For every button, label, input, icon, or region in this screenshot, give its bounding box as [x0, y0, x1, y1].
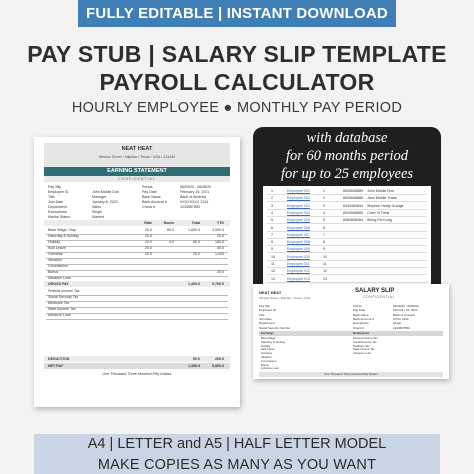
employee-name: Chee Vi Triels	[367, 210, 390, 215]
slip-earning-label: Base Wage	[261, 336, 276, 340]
employee-id-link[interactable]: Employee 004	[287, 210, 310, 215]
deduction-total: 50.0	[193, 356, 200, 361]
confidential-label: CONFIDENTIAL	[44, 176, 230, 182]
employee-code: 12	[323, 269, 327, 274]
salary-slip-document	[253, 284, 449, 379]
employee-phone: 8545848888	[343, 196, 363, 201]
employee-id-link[interactable]: Employee 008	[287, 240, 310, 245]
earning-label: Holiday	[48, 240, 60, 244]
info-right-label: Check #	[142, 205, 156, 209]
info-left-label: Title	[48, 195, 55, 199]
info-left-value: Married	[92, 215, 105, 219]
info-left-value: Manager	[92, 195, 107, 199]
slip-left-label: Employee ID	[259, 308, 277, 313]
earning-value: 20.0	[217, 234, 224, 238]
employee-number: 3	[271, 203, 273, 208]
tablet-device	[253, 127, 441, 294]
tablet-line-3: for up to 25 employees	[280, 166, 414, 182]
title-line-1: PAY STUB | SALARY SLIP TEMPLATE	[27, 41, 447, 67]
salary-slip-title: SALARY SLIP	[355, 288, 395, 294]
slip-company: NEAT HEAT	[259, 290, 282, 295]
employee-code: 7	[323, 232, 325, 237]
bottom-line-1: A4 | LETTER and A5 | HALF LETTER MODEL	[87, 436, 387, 452]
employee-id-link[interactable]: Employee 011	[287, 262, 310, 266]
earning-statement-bar: EARNING STATEMENT	[44, 167, 230, 176]
earning-label: Advance Loan	[48, 276, 71, 280]
slip-earning-label: Holiday	[261, 343, 271, 348]
earning-label: Commission	[48, 264, 68, 268]
employee-row	[267, 246, 427, 253]
slip-right-value: February 15, 2021	[393, 308, 418, 313]
deduction-label: Advance Loan	[48, 313, 71, 317]
employee-id-link[interactable]: Employee 001	[287, 189, 310, 193]
info-left-value: Sales	[92, 205, 101, 209]
employee-number: 8	[271, 240, 273, 245]
employee-phone: 8444484844	[343, 203, 363, 208]
employee-id-link[interactable]: Employee 012	[287, 269, 310, 274]
earning-label: Saturday & Sunday	[48, 234, 79, 238]
slip-right-value: XXXX 1234	[393, 316, 409, 321]
info-right-label: Period	[142, 185, 153, 189]
info-right-value: 1234567890	[180, 205, 200, 209]
slip-earning-label: Commission	[261, 358, 277, 363]
info-right-label: Bank Account #	[142, 200, 167, 204]
earning-value: 20.0	[145, 234, 152, 238]
earnings-col-header: YTD	[216, 221, 224, 225]
earning-value: 20.0	[193, 252, 200, 256]
info-right-value: XXXXXXXX 1234	[180, 200, 209, 204]
earning-value: 20.0	[217, 270, 224, 274]
employee-id-link[interactable]: Employee 010	[287, 254, 310, 259]
bottom-line-2: MAKE COPIES AS MANY AS YOU WANT	[97, 457, 377, 473]
employee-number: 2	[271, 196, 273, 201]
gross-pay-ytd: 5,700.0	[212, 281, 224, 286]
employee-row	[267, 254, 427, 261]
info-left-label: Exemptions	[48, 210, 67, 214]
info-left-label: Join Date	[48, 200, 64, 204]
employee-code: 5	[323, 218, 325, 223]
employee-number: 7	[271, 232, 273, 237]
employee-name: Jane Middle Travis	[367, 196, 397, 201]
slip-right-label: Bank Name	[353, 312, 369, 317]
employee-id-link[interactable]: Employee 013	[287, 276, 310, 281]
slip-deduction-label: Advance Loan	[353, 351, 371, 356]
employee-number: 12	[271, 269, 275, 274]
employee-number: 9	[271, 247, 273, 252]
info-left-label: Employee ID	[48, 190, 69, 194]
employee-id-link[interactable]: Employee 005	[287, 218, 310, 223]
earning-row-line	[46, 276, 228, 277]
info-right-value: February 15, 2021	[180, 190, 210, 194]
employee-row	[267, 261, 427, 268]
earning-value: 20.0	[145, 252, 152, 256]
info-left-label: Marital Status	[48, 215, 70, 219]
slip-left-label: Social Security Number	[259, 325, 291, 330]
deduction-total-label: DEDUCTION	[48, 356, 70, 361]
slip-address: Weston Street • Milpitas • Texas • USA	[259, 296, 311, 300]
top-banner: FULLY EDITABLE | INSTANT DOWNLOAD	[78, 0, 396, 27]
tablet-line-2: for 60 months period	[285, 148, 409, 164]
slip-left-label: Department	[259, 321, 275, 326]
info-left-value: John Middle Doe	[92, 190, 119, 194]
subtitle: HOURLY EMPLOYEE ● MONTHLY PAY PERIOD	[71, 100, 403, 116]
company-name: NEAT HEAT	[121, 146, 153, 152]
gross-pay-label: GROSS PAY	[48, 281, 69, 286]
employee-code: 13	[323, 276, 327, 281]
employee-code: 6	[323, 225, 325, 230]
deduction-label: Federal Income Tax	[48, 289, 80, 293]
earnings-col-header: Rate	[144, 221, 152, 225]
slip-left-label: Join Date	[259, 316, 272, 321]
employee-code: 1	[323, 189, 325, 193]
info-left-label: Pay Slip	[48, 185, 62, 189]
employee-row	[267, 217, 427, 224]
net-pay-words: One Thousand Three Hundred Fifty Dollars	[102, 372, 172, 376]
info-right-value: Bank of America	[180, 195, 207, 199]
slip-earning-label: Vacation	[261, 355, 272, 359]
earning-value: 20.0	[145, 240, 152, 244]
slip-right-value: Bank of America	[393, 312, 415, 317]
employee-code: 10	[323, 254, 327, 259]
employee-id-link[interactable]: Employee 007	[287, 232, 310, 237]
slip-right-label: Pay Date	[353, 308, 366, 313]
deduction-label: Social Security Tax	[48, 295, 79, 299]
info-right-label: Pay Date	[142, 190, 157, 194]
slip-right-label: Check #	[353, 325, 365, 330]
employee-number: 6	[271, 225, 273, 230]
earnings-col-header: Hours	[163, 221, 174, 225]
employee-phone: 8543848885	[343, 210, 363, 215]
slip-right-value: 1234567890	[393, 325, 410, 330]
employee-database-screen	[263, 186, 431, 286]
employee-id-link[interactable]: Employee 009	[287, 247, 310, 252]
earning-value: 20.0	[145, 228, 152, 232]
info-left-label: Department	[48, 205, 67, 209]
employee-code: 2	[323, 196, 325, 201]
employee-id-link[interactable]: Employee 002	[287, 196, 310, 201]
earning-label: Bonus	[48, 270, 59, 274]
employee-phone: 8484848484	[343, 218, 363, 223]
earning-label: Base Wage / Day	[48, 228, 76, 232]
info-right-value: 06/09/20 - 06/08/20	[180, 185, 212, 189]
employee-number: 5	[271, 218, 273, 223]
slip-earnings-header: Earnings	[261, 331, 274, 335]
gross-pay-total: 1,400.0	[188, 281, 200, 286]
earning-value: 20.0	[145, 246, 152, 250]
deduction-row-line	[46, 319, 228, 320]
employee-code: 4	[323, 210, 325, 215]
slip-right-label: Period	[353, 304, 362, 308]
employee-row	[267, 225, 427, 232]
deduction-label: State Income Tax	[48, 307, 76, 311]
employee-number: 13	[271, 276, 275, 281]
employee-number: 10	[271, 254, 275, 259]
employee-row	[267, 188, 427, 195]
deduction-ytd: 200.0	[215, 356, 224, 361]
deduction-label: Medicare Tax	[48, 301, 70, 305]
employee-row	[267, 210, 427, 217]
employee-name: Wong Fei Kong	[367, 218, 392, 223]
employee-phone: 8545848889	[343, 189, 363, 193]
slip-earning-label: Bonus	[261, 362, 269, 367]
employee-number: 11	[271, 262, 275, 266]
employee-row	[267, 195, 427, 202]
employee-code: 9	[323, 247, 325, 252]
employee-id-link[interactable]: Employee 003	[287, 203, 310, 208]
employee-code: 11	[323, 262, 327, 266]
slip-earning-label: Sick Leave	[261, 347, 275, 352]
slip-earning-label: Advance Loan	[261, 366, 279, 371]
earning-row-line	[46, 258, 228, 259]
info-left-value: January 8, 2020	[92, 200, 118, 204]
slip-footer-words: One Thousand Three Hundred Fifty Dollars	[324, 372, 378, 376]
slip-deduction-label: State Income Tax	[353, 347, 375, 352]
employee-number: 4	[271, 210, 273, 215]
employee-row	[267, 276, 427, 283]
title-line-2: PAYROLL CALCULATOR	[99, 69, 375, 95]
employee-number: 1	[271, 189, 273, 193]
employee-code: 8	[323, 240, 325, 245]
info-right-label: Bank Name	[142, 195, 161, 199]
slip-table-header	[259, 331, 443, 336]
earning-value: 1,600.0	[188, 228, 200, 232]
pay-stub-document	[34, 137, 240, 407]
slip-deductions-header: Deductions	[353, 331, 370, 335]
employee-row	[267, 239, 427, 246]
deduction-row-line	[46, 301, 228, 302]
slip-confidential: CONFIDENTIAL	[363, 295, 396, 299]
earning-label: Vacation	[48, 258, 62, 262]
employee-row	[267, 232, 427, 239]
earning-value: 1,000	[215, 252, 224, 256]
earning-value: 3,000.0	[212, 228, 224, 232]
employee-name: Stephen Healy Grange	[367, 203, 404, 208]
slip-left-label: Pay Slip	[259, 304, 271, 308]
employee-name: John Middle Doe	[367, 189, 394, 193]
net-pay-ytd: 5,500.0	[212, 363, 224, 368]
earning-value: 4.0	[169, 240, 174, 244]
employee-code: 3	[323, 203, 325, 208]
slip-right-label: Exemptions	[353, 321, 369, 326]
tablet-line-1: with database	[306, 130, 388, 146]
deduction-row-line	[46, 313, 228, 314]
earning-label: Sick Leave	[48, 246, 66, 250]
slip-deduction-label: Social Security Tax	[353, 339, 377, 344]
slip-right-value: Single	[393, 321, 402, 326]
slip-deduction-label: Federal Income Tax	[353, 336, 378, 340]
slip-right-label: Bank Account #	[353, 316, 374, 321]
employee-id-link[interactable]: Employee 006	[287, 225, 310, 230]
employee-row	[267, 268, 427, 275]
earning-value: 80.0	[167, 228, 174, 232]
slip-left-label: Title	[259, 312, 265, 317]
net-pay-total: 1,350.0	[188, 363, 200, 368]
slip-right-value: 06/09/20 - 06/08/20	[393, 304, 420, 308]
earning-value: 80.0	[193, 240, 200, 244]
earning-label: Overtime	[48, 252, 63, 256]
company-address: Weston Street • Milpitas • Texas • USA • 123456	[98, 155, 176, 159]
earnings-col-header: Total	[191, 221, 200, 225]
slip-earning-label: Saturday & Sunday	[261, 339, 286, 344]
earning-value: 160.0	[215, 240, 224, 244]
info-left-value: Single	[92, 210, 102, 214]
slip-earning-label: Overtime	[261, 351, 273, 356]
net-pay-label: NET PAY	[48, 363, 63, 368]
earning-row-line	[46, 264, 228, 265]
slip-deduction-label: Medicare Tax	[353, 343, 370, 348]
earning-value: 40.0	[217, 246, 224, 250]
employee-row	[267, 203, 427, 210]
pay-stub-header	[44, 143, 230, 167]
